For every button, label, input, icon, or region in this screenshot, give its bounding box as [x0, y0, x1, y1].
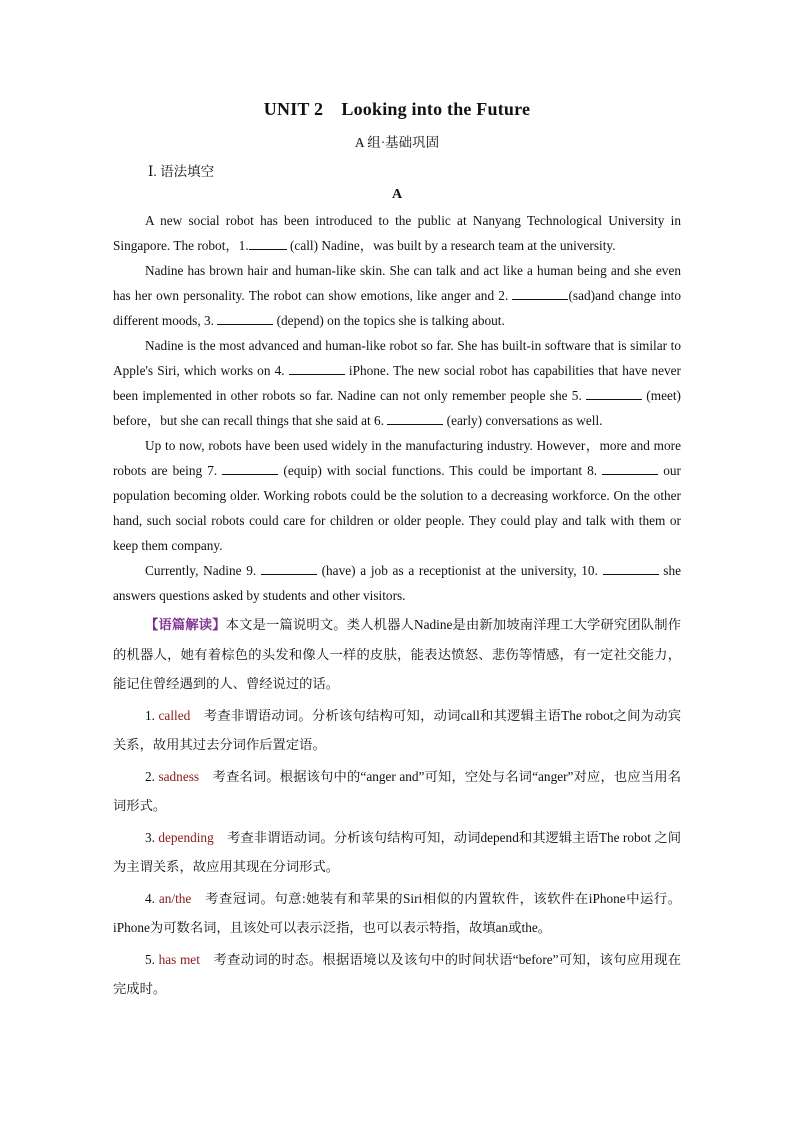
blank-3	[217, 313, 273, 325]
blank-7	[222, 463, 278, 475]
blank-6	[387, 413, 443, 425]
blank-2	[512, 288, 568, 300]
answer-explanation: 考查冠词。句意:她装有和苹果的Siri相似的内置软件，该软件在iPhone中运行。iPhone为可数名词，且该处可以表示泛指，也可以表示特指，故填an或the。	[113, 890, 682, 935]
answer-key: depending	[158, 829, 214, 845]
answer-item-1	[113, 701, 681, 760]
passage-label: A	[391, 187, 403, 202]
document-body	[113, 208, 681, 1004]
answer-explanation: 考查非谓语动词。分析该句结构可知，动词call和其逻辑主语The robot之间为动宾关系，故用其过去分词作后置定语。	[113, 707, 682, 752]
blank-4	[289, 363, 345, 375]
answer-key: sadness	[158, 768, 200, 784]
blank-5	[586, 388, 642, 400]
text-run: (meet) before，but she can recall things that she said at 6.	[113, 388, 681, 428]
answer-explanation: 考查非谓语动词。分析该句结构可知，动词depend和其逻辑主语The robot 之间为主谓关系，故应用其现在分词形式。	[113, 829, 681, 874]
blank-10	[603, 563, 659, 575]
blank-8	[602, 463, 658, 475]
text-run: (sad)and change into different moods, 3.	[113, 288, 681, 328]
text-run: A new social robot has been introduced to the public at Nanyang Technological University in Singapore. The robot，1.	[113, 213, 681, 253]
answer-item-2	[113, 762, 681, 821]
analysis-text: 本文是一篇说明文。类人机器人Nadine是由新加坡南洋理工大学研究团队制作的机器人，她有着棕色的头发和像人一样的皮肤，能表达愤怒、悲伤等情感，有一定社交能力，能记住曾经遇到的人、曾经说过的话。	[113, 617, 682, 691]
answer-explanation: 考查名词。根据该句中的“anger and”可知，空处与名词“anger”对应，也应当用名词形式。	[113, 768, 682, 813]
answer-key: an/the	[158, 890, 192, 906]
blank-9	[261, 563, 317, 575]
answer-item-4	[113, 884, 681, 943]
text-run: she answers questions asked by students and other visitors.	[113, 563, 682, 603]
passage-paragraph-2	[113, 258, 681, 333]
blank-1	[249, 238, 287, 250]
answer-number: 5.	[145, 951, 159, 967]
answer-number: 2.	[145, 768, 159, 784]
answer-item-5	[113, 945, 681, 1004]
text-run: (depend) on the topics she is talking about.	[273, 313, 505, 328]
text-run: Nadine has brown hair and human-like skin. She can talk and act like a human being and she even has her own personality. The robot can show emotions, like anger and 2.	[113, 263, 681, 303]
text-run: (have) a job as a receptionist at the university, 10.	[316, 563, 603, 578]
answer-number: 3.	[145, 829, 159, 845]
passage-paragraph-3	[113, 333, 681, 433]
answer-key: called	[158, 707, 191, 723]
text-run: iPhone. The new social robot has capabilities that have never been implemented in other robots so far. Nadine can not only remember people she 5.	[113, 363, 681, 403]
answer-key: has met	[158, 951, 200, 967]
section-heading: Ⅰ. 语法填空	[148, 164, 215, 179]
group-subtitle: A 组·基础巩固	[354, 135, 440, 150]
passage-paragraph-4	[113, 433, 681, 558]
unit-title: UNIT 2 Looking into the Future	[263, 99, 531, 119]
text-run: our population becoming older. Working robots could be the solution to a decreasing workforce. On the other hand, such social robots could care for children or older people. They could play and talk with them or keep them company.	[113, 463, 681, 553]
text-run: (early) conversations as well.	[443, 413, 603, 428]
passage-analysis	[113, 610, 681, 699]
passage-paragraph-5	[113, 558, 681, 608]
answer-number: 4.	[145, 890, 159, 906]
passage-paragraph-1	[113, 208, 681, 258]
text-run: Up to now, robots have been used widely in the manufacturing industry. However，more and more robots are being 7.	[113, 438, 681, 478]
text-run: (equip) with social functions. This could be important 8.	[278, 463, 603, 478]
analysis-label: 【语篇解读】	[145, 617, 226, 632]
answer-item-3	[113, 823, 681, 882]
answer-explanation: 考查动词的时态。根据语境以及该句中的时间状语“before”可知，该句应用现在完成时。	[113, 951, 681, 996]
text-run: Nadine is the most advanced and human-like robot so far. She has built-in software that is similar to Apple's Siri, which works on 4.	[113, 338, 681, 378]
answer-number: 1.	[145, 707, 159, 723]
text-run: (call) Nadine，was built by a research team at the university.	[286, 238, 616, 253]
text-run: Currently, Nadine 9.	[145, 563, 261, 578]
